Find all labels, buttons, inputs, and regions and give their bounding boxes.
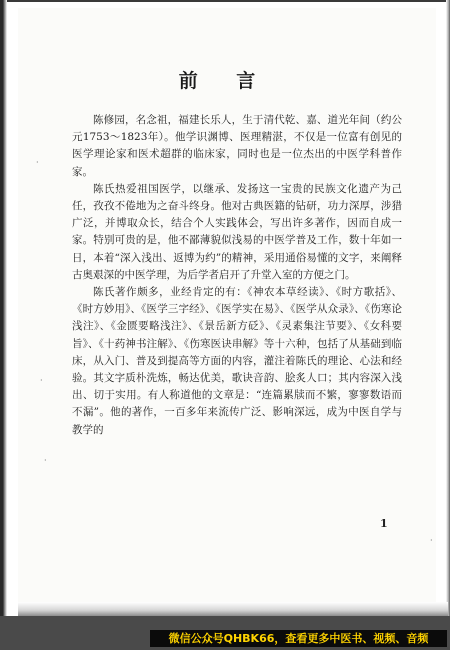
paragraph-1: 陈修园，名念祖，福建长乐人，生于清代乾、嘉、道光年间（约公元1753～1823年）。他学识渊博、医理精湛，不仅是一位富有创见的医学理论家和医术超群的临床家，同时也是一位杰出的中医学科普作家。 [72, 114, 402, 178]
body-text [72, 112, 402, 439]
page-number: 1 [380, 517, 388, 530]
paragraph-3: 陈氏著作颇多，业经肯定的有：《神农本草经读》、《时方歌括》、《时方妙用》、《医学三字经》、《医学实在易》、《医学从众录》、《伤寒论浅注》、《金匮要略浅注》、《景岳新方砭》、《灵素集注节要》、《女科要旨》、《十药神书注解》、《伤寒医诀串解》等十六种，包括了从基础到临床，从入门、普及到提高等方面的内容，灌注着陈氏的理论、心法和经验。其文字质朴洗炼，畅达优美，歌诀音韵、脍炙人口；其内容深入浅出、切于实用。有人称道他的文章是：“连篇累牍而不繁，寥寥数语而不漏”。他的著作，一百多年来流传广泛、影响深远，成为中医自学与教学的 [72, 286, 402, 436]
watermark-banner: 微信公众号QHBK66，查看更多中医书、视频、音频 [150, 630, 447, 647]
scan-left-edge [0, 0, 7, 650]
scan-speck: · [36, 158, 39, 167]
page-title: 前 言 [178, 70, 272, 92]
scan-speck: · [40, 376, 43, 385]
scan-speck: · [44, 456, 47, 465]
scan-top-edge [0, 0, 450, 2]
scan-speck: · [430, 536, 433, 545]
scan-right-edge [446, 0, 450, 650]
page-bottom-shadow [18, 602, 448, 616]
paragraph-2: 陈氏热爱祖国医学，以继承、发扬这一宝贵的民族文化遗产为己任，孜孜不倦地为之奋斗终身。他对古典医籍的钻研，功力深厚，涉猎广泛，并博取众长，结合个人实践体会，写出许多著作，因而自成一家。特别可贵的是，他不鄙薄貌似浅易的中医学普及工作，数十年如一日，本着“深入浅出、返博为约”的精神，采用通俗易懂的文字，来阐释古奥艰深的中医学理，为后学者启开了升堂入室的方便之门。 [72, 182, 402, 281]
